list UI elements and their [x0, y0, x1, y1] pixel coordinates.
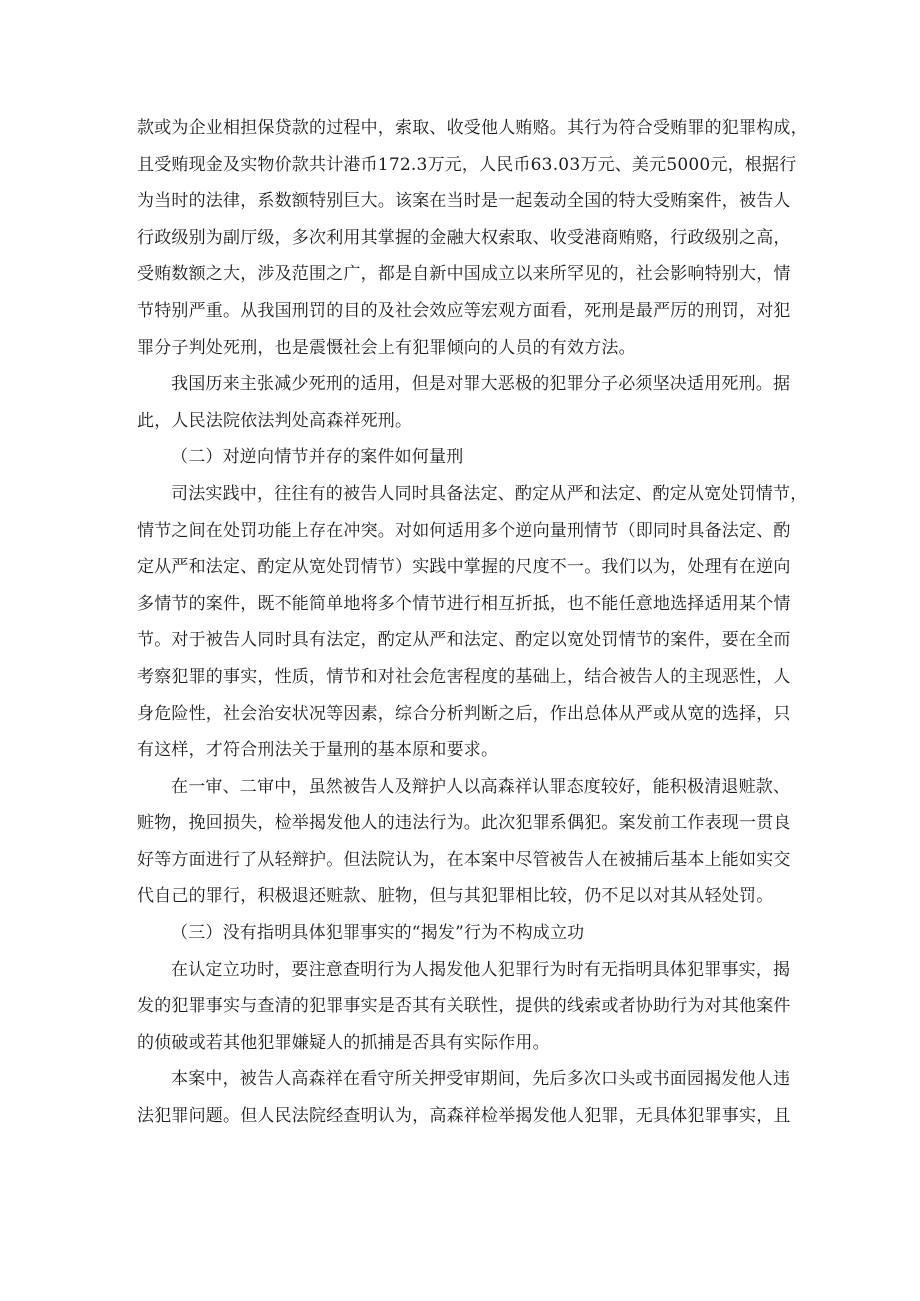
- text-line: 身危险性，社会治安状况等因素，综合分析判断之后，作出总体从严或从宽的选择，只: [137, 703, 791, 724]
- text-line: 定从严和法定、酌定从宽处罚情节）实践中掌握的尺度不一。我们以为，处理有在逆向: [137, 557, 791, 578]
- paragraph: [137, 110, 808, 366]
- text-line: 的侦破或若其他犯罪嫌疑人的抓捕是否具有实际作用。: [137, 1032, 550, 1053]
- document-body: [137, 110, 808, 1135]
- paragraph: [137, 476, 808, 769]
- text-line: 司法实践中，往往有的被告人同时具备法定、酌定从严和法定、酌定从宽处罚情节，: [171, 483, 808, 504]
- section-heading: [137, 439, 785, 476]
- text-line: 且受贿现金及实物价款共计港币172.3万元，人民币63.03万元、美元5000元，根据行: [137, 154, 797, 175]
- text-line: 多情节的案件，既不能简单地将多个情节进行相互折抵，也不能任意地选择适用某个情: [137, 593, 791, 614]
- paragraph: [137, 1061, 791, 1134]
- text-line: 为当时的法律，系数额特别巨大。该案在当时是一起轰动全国的特大受贿案件，被告人: [137, 191, 791, 212]
- text-line: 代自己的罪行，积极退还赃款、脏物，但与其犯罪相比较，仍不足以对其从轻处罚。: [137, 886, 774, 907]
- paragraph: [137, 952, 791, 1062]
- heading-text: （三）没有指明具体犯罪事实的“揭发”行为不构成立功: [171, 923, 585, 944]
- text-line: 在一审、二审中，虽然被告人及辩护人以高森祥认罪态度较好，能积极清退赃款、: [171, 776, 791, 797]
- text-line: 好等方面进行了从轻辩护。但法院认为，在本案中尽管被告人在被捕后基本上能如实交: [137, 849, 791, 870]
- text-line: 受贿数额之大，涉及范围之广，都是自新中国成立以来所罕见的，社会影响特别大，情: [137, 264, 791, 285]
- text-line: 节特别严重。从我国刑罚的目的及社会效应等宏观方面看，死刑是最严厉的刑罚，对犯: [137, 300, 791, 321]
- heading-text: （二）对逆向情节并存的案件如何量刑: [171, 447, 464, 468]
- text-line: 情节之间在处罚功能上存在冲突。对如何适用多个逆向量刑情节（即同时具备法定、酌: [137, 520, 791, 541]
- text-line: 赃物，挽回损失，检举揭发他人的违法行为。此次犯罪系偶犯。案发前工作表现一贯良: [137, 813, 791, 834]
- text-line: 此，人民法院依法判处高森祥死刑。: [137, 410, 413, 431]
- text-line: 考察犯罪的事实，性质，情节和对社会危害程度的基础上，结合被告人的主现恶性，人: [137, 666, 791, 687]
- paragraph: [137, 366, 791, 439]
- text-line: 我国历来主张减少死刑的适用，但是对罪大恶极的犯罪分子必须坚决适用死刑。据: [171, 374, 791, 395]
- text-line: 有这样，才符合刑法关于量刑的基本原和要求。: [137, 740, 499, 761]
- text-line: 本案中，被告人高森祥在看守所关押受审期间，先后多次口头或书面园揭发他人违: [171, 1069, 791, 1090]
- text-line: 法犯罪问题。但人民法院经查明认为，高森祥检举揭发他人犯罪，无具体犯罪事实，且: [137, 1106, 791, 1127]
- text-line: 行政级别为副厅级，多次利用其掌握的金融大权索取、收受港商贿赂，行政级别之高，: [137, 227, 791, 248]
- text-line: 款或为企业相担保贷款的过程中，索取、收受他人贿赂。其行为符合受贿罪的犯罪构成，: [137, 118, 808, 138]
- text-line: 节。对于被告人同时具有法定，酌定从严和法定、酌定以宽处罚情节的案件，要在全而: [137, 630, 791, 651]
- text-line: 发的犯罪事实与查清的犯罪事实是否其有关联性，提供的线索或者协助行为对其他案件: [137, 996, 791, 1017]
- text-line: 在认定立功时，要注意查明行为人揭发他人犯罪行为时有无指明具体犯罪事实，揭: [171, 959, 791, 980]
- section-heading: [137, 915, 785, 952]
- paragraph: [137, 769, 791, 915]
- text-line: 罪分子判处死刑，也是震慑社会上有犯罪倾向的人员的有效方法。: [137, 337, 636, 358]
